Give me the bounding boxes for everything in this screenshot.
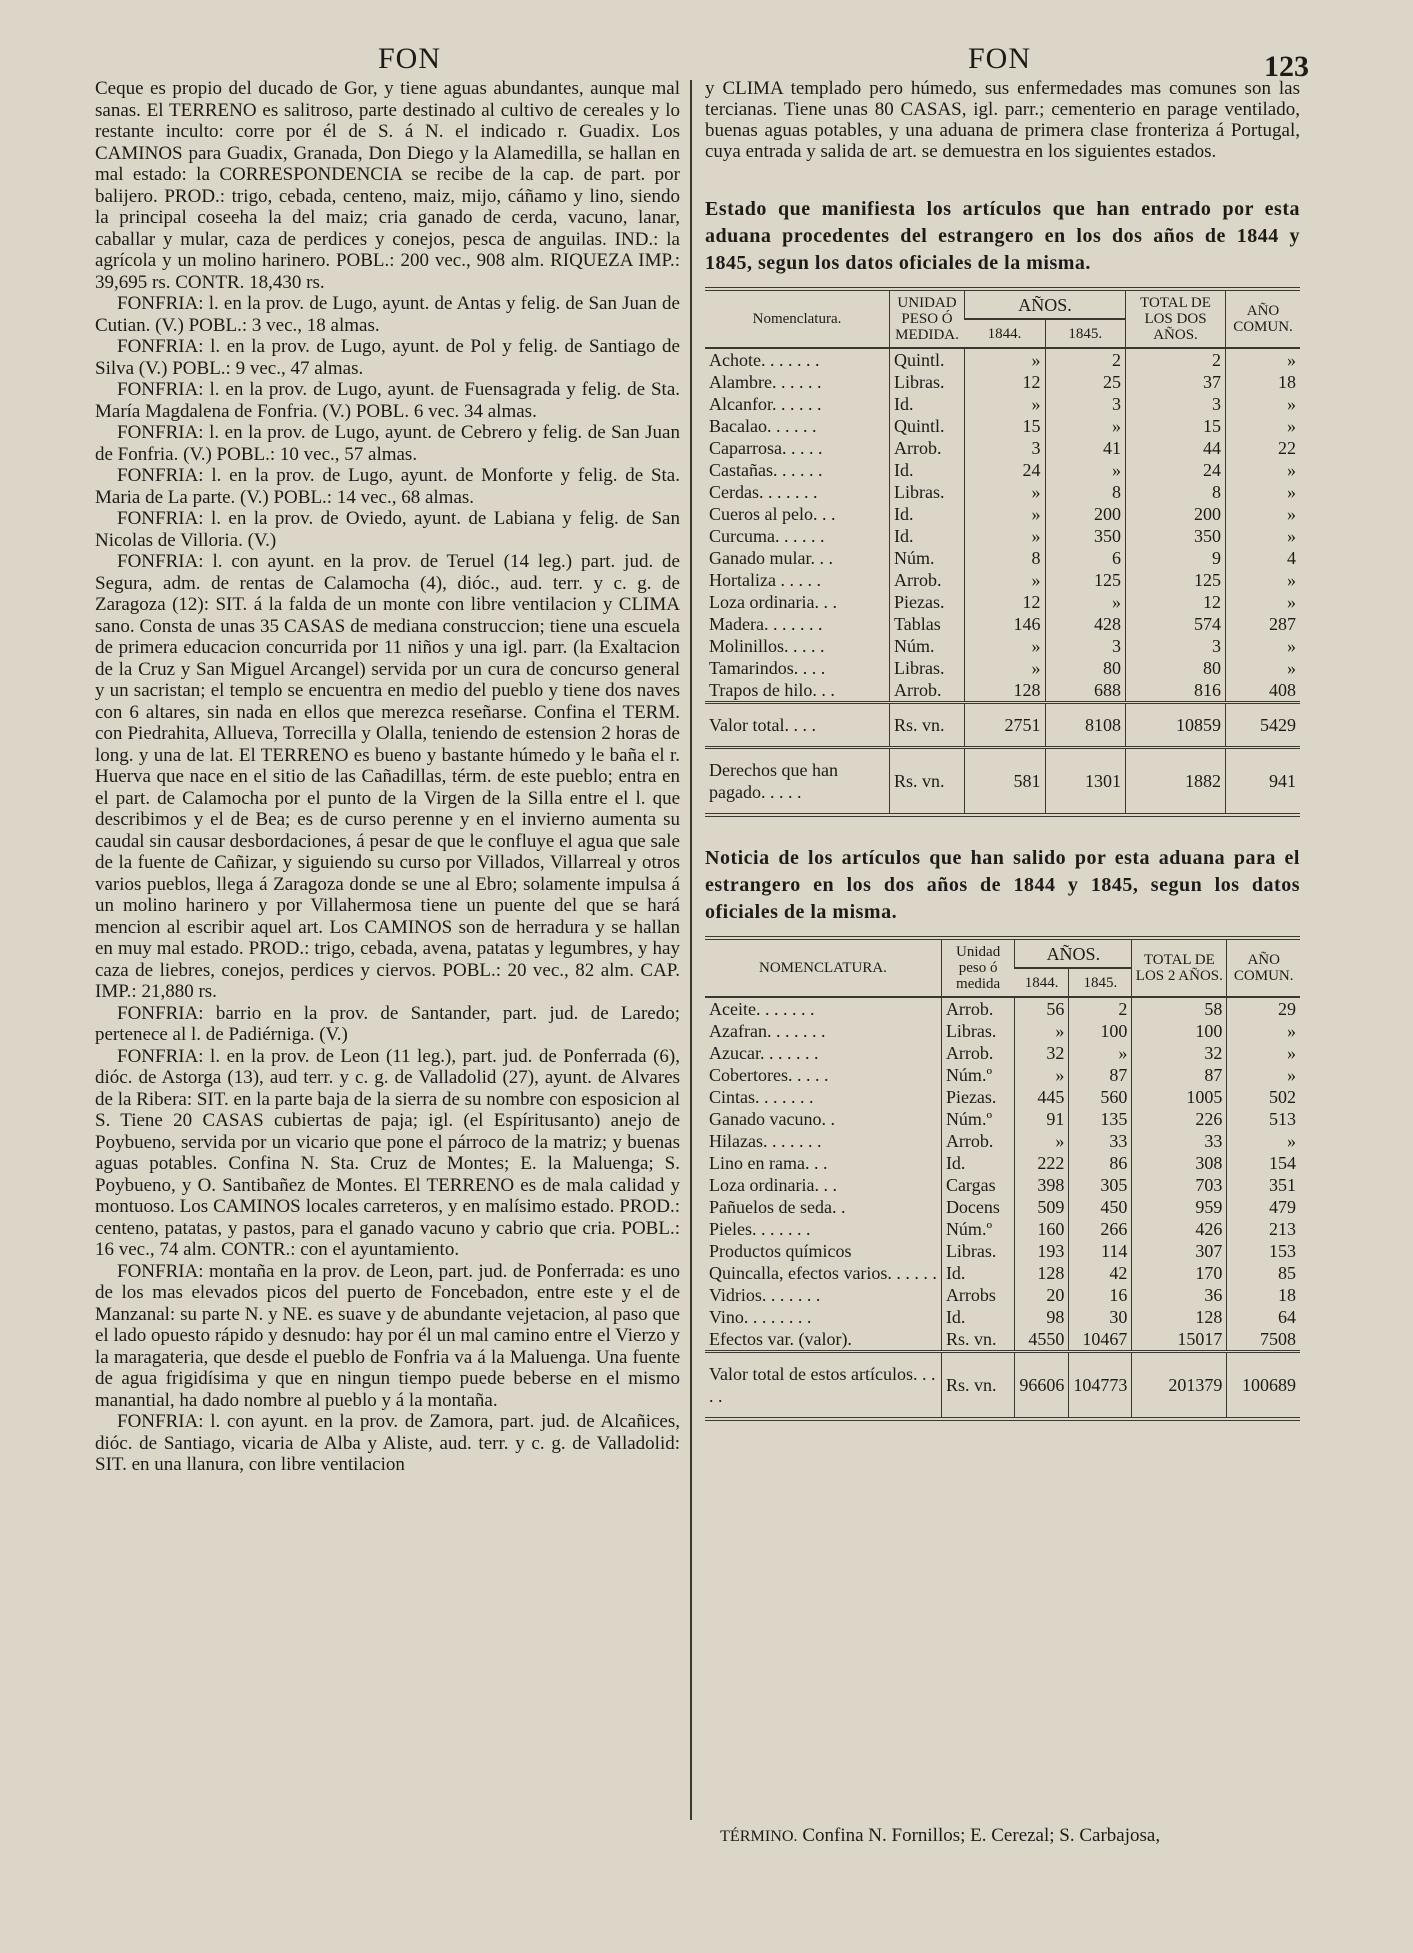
table-cell: 445	[1015, 1086, 1069, 1108]
table-cell: Arrobs	[941, 1284, 1014, 1306]
table-cell: 12	[1126, 591, 1226, 613]
table-cell: 44	[1126, 437, 1226, 459]
table-cell: 3	[1126, 393, 1226, 415]
table-row	[705, 348, 1300, 371]
table-cell: Id.	[890, 525, 965, 547]
table-cell: Rs. vn.	[890, 703, 965, 748]
entry-paragraph: FONFRIA: l. en la prov. de Leon (11 leg.), part. jud. de Ponferrada (6), dióc. de Astorga (13), aud terr. y c. g. de Valladolid (27), ayunt. de Alvares de la Ribera: SIT. en la parte baja de la sierra de su nombre con esposicion al S. Tiene 20 CASAS cubiertas de paja; igl. (el Espíritusanto) anejo de Poybueno, servida por un vicario que pone el párroco de la matriz; y buenas aguas potables. Confina N. Sta. Cruz de Montes; E. la Maluenga; S. Poybueno, y O. Santibañez de Montes. El TERRENO es de mala calidad y montuoso. Los CAMINOS locales carreteros, y en malísimo estado. PROD.: centeno, patatas, y pastos, para el ganado vacuno y cabrio que cria. POBL.: 16 vec., 74 alm. CONTR.: con el ayuntamiento.	[95, 1045, 680, 1260]
table-cell: 87	[1069, 1064, 1132, 1086]
table-cell: Arrob.	[890, 679, 965, 703]
table-cell: Trapos de hilo. . .	[709, 680, 835, 700]
table-cell: 42	[1069, 1262, 1132, 1284]
table-cell: Tamarindos. . . .	[709, 658, 826, 678]
table-cell: »	[1227, 1042, 1300, 1064]
table-cell: Azafran. . . . . . .	[709, 1021, 826, 1041]
table-cell: 91	[1015, 1108, 1069, 1130]
table-cell: »	[1069, 1042, 1132, 1064]
table-cell: »	[1226, 415, 1301, 437]
table-cell: Bacalao. . . . . .	[709, 416, 817, 436]
col-anos: AÑOS.	[1015, 938, 1132, 968]
table-row	[705, 437, 1300, 459]
table-cell: Arrob.	[941, 1042, 1014, 1064]
table-cell: 96606	[1015, 1352, 1069, 1420]
table-cell: Id.	[941, 1306, 1014, 1328]
table-cell: Docens	[941, 1196, 1014, 1218]
table-cell: 398	[1015, 1174, 1069, 1196]
table-row	[705, 1042, 1300, 1064]
entry-paragraph: FONFRIA: l. con ayunt. en la prov. de Zamora, part. jud. de Alcañices, dióc. de Santiago, vicaria de Alba y Aliste, aud. terr. y c. g. de Valladolid: SIT. en una llanura, con libre ventilacion	[95, 1411, 680, 1475]
table-cell: Id.	[941, 1152, 1014, 1174]
table-cell: Hortaliza . . . . .	[709, 570, 821, 590]
table-cell: 959	[1132, 1196, 1227, 1218]
entry-paragraph: FONFRIA: l. en la prov. de Lugo, ayunt. de Cebrero y felig. de San Juan de Fonfria. (V.) POBL.: 10 vec., 57 almas.	[95, 422, 680, 465]
table-cell: 33	[1069, 1130, 1132, 1152]
table-cell: 10467	[1069, 1328, 1132, 1352]
col-unidad: UNIDAD PESO Ó MEDIDA.	[890, 289, 965, 348]
table-row	[705, 1262, 1300, 1284]
table-cell: »	[1227, 1130, 1300, 1152]
table-cell: 287	[1226, 613, 1301, 635]
table-cell: 428	[1045, 613, 1126, 635]
table-row	[705, 1086, 1300, 1108]
table-row	[705, 591, 1300, 613]
table-cell: 22	[1226, 437, 1301, 459]
table-cell: 15017	[1132, 1328, 1227, 1352]
table-cell: 15	[965, 415, 1046, 437]
table-row	[705, 1108, 1300, 1130]
export-table-title: Noticia de los artículos que han salido por esta aduana para el estrangero en los dos años de 1844 y 1845, segun los datos oficiales de la misma.	[705, 847, 1300, 923]
table-row	[705, 525, 1300, 547]
table-row	[705, 1130, 1300, 1152]
table-cell: 308	[1132, 1152, 1227, 1174]
table-cell: 213	[1227, 1218, 1300, 1240]
table-cell: Loza ordinaria. . .	[709, 592, 837, 612]
table-cell: Lino en rama. . .	[709, 1153, 828, 1173]
table-cell: 703	[1132, 1174, 1227, 1196]
table-cell: 18	[1227, 1284, 1300, 1306]
total-row	[705, 1352, 1300, 1420]
table-cell: Piezas.	[890, 591, 965, 613]
table-cell: 10859	[1126, 703, 1226, 748]
table-cell: 574	[1126, 613, 1226, 635]
table-cell: 100	[1132, 1020, 1227, 1042]
table-cell: Libras.	[890, 657, 965, 679]
total-row	[705, 703, 1300, 748]
table-cell: Cerdas. . . . . . .	[709, 482, 818, 502]
table-cell: Núm.º	[941, 1064, 1014, 1086]
table-cell: 24	[965, 459, 1046, 481]
table-cell: »	[1015, 1020, 1069, 1042]
footer-text: Confina N. Fornillos; E. Cerezal; S. Carbajosa,	[802, 1825, 1161, 1846]
entry-paragraph: FONFRIA: montaña en la prov. de Leon, part. jud. de Ponferrada: es uno de los mas elevados picos del puerto de Foncebadon, entre este y el de Manzanal: su parte N. y NE. es suave y de abundante vejetacion, al paso que el lado opuesto rápido y desnudo: hay por él un mal camino entre el Vierzo y la maragateria, que desde el pueblo de Fonfria va á la Maluenga. Una fuente de agua frigidísima y que en ningun tiempo puede beberse en el mismo manantial, ha dado nombre al pueblo y á la montaña.	[95, 1260, 680, 1411]
table-cell: 816	[1126, 679, 1226, 703]
col-comun: AÑO COMUN.	[1227, 938, 1300, 997]
table-cell: 4	[1226, 547, 1301, 569]
col-1844: 1844.	[965, 319, 1046, 348]
table-cell: Pañuelos de seda. .	[709, 1197, 846, 1217]
table-cell: Achote. . . . . . .	[709, 350, 820, 370]
table-row	[705, 1020, 1300, 1042]
table-cell: »	[1227, 1064, 1300, 1086]
table-row	[705, 679, 1300, 703]
table-cell: »	[965, 503, 1046, 525]
table-cell: Quintl.	[890, 348, 965, 371]
table-cell: 6	[1045, 547, 1126, 569]
table-row	[705, 393, 1300, 415]
table-cell: 32	[1015, 1042, 1069, 1064]
table-cell: 29	[1227, 997, 1300, 1020]
table-cell: Hilazas. . . . . . .	[709, 1131, 822, 1151]
col-1845: 1845.	[1045, 319, 1126, 348]
table-cell: 351	[1227, 1174, 1300, 1196]
table-cell: Quincalla, efectos varios. . . . . .	[709, 1263, 937, 1283]
table-cell: 104773	[1069, 1352, 1132, 1420]
col-unidad: Unidad peso ó medida	[941, 938, 1014, 997]
table-cell: Valor total de estos artículos. . . . .	[705, 1352, 941, 1420]
table-cell: Curcuma. . . . . .	[709, 526, 825, 546]
table-cell: 15	[1126, 415, 1226, 437]
running-header-left: FON	[378, 42, 442, 75]
table-row	[705, 481, 1300, 503]
entry-paragraph: FONFRIA: l. en la prov. de Lugo, ayunt. de Monforte y felig. de Sta. Maria de La parte. (V.) POBL.: 14 vec., 68 almas.	[95, 465, 680, 508]
table-cell: »	[1226, 569, 1301, 591]
table-cell: 426	[1132, 1218, 1227, 1240]
table-cell: Arrob.	[941, 997, 1014, 1020]
table-cell: 18	[1226, 371, 1301, 393]
table-cell: »	[1045, 415, 1126, 437]
table-cell: 479	[1227, 1196, 1300, 1218]
table-cell: 64	[1227, 1306, 1300, 1328]
table-cell: 3	[1126, 635, 1226, 657]
footer-line	[720, 1825, 1160, 1847]
table-cell: Alcanfor. . . . . .	[709, 394, 822, 414]
table-cell: 114	[1069, 1240, 1132, 1262]
table-cell: 193	[1015, 1240, 1069, 1262]
table-cell: 350	[1045, 525, 1126, 547]
table-cell: »	[1226, 635, 1301, 657]
table-cell: 502	[1227, 1086, 1300, 1108]
table-cell: 350	[1126, 525, 1226, 547]
table-row	[705, 1284, 1300, 1306]
table-cell: 58	[1132, 997, 1227, 1020]
table-cell: 307	[1132, 1240, 1227, 1262]
table-cell: Quintl.	[890, 415, 965, 437]
table-cell: 153	[1227, 1240, 1300, 1262]
table-cell: Cargas	[941, 1174, 1014, 1196]
table-row	[705, 371, 1300, 393]
table-cell: »	[1227, 1020, 1300, 1042]
table-cell: »	[965, 393, 1046, 415]
table-row	[705, 459, 1300, 481]
table-cell: Id.	[941, 1262, 1014, 1284]
table-cell: »	[1226, 525, 1301, 547]
table-cell: Núm.	[890, 635, 965, 657]
table-cell: 20	[1015, 1284, 1069, 1306]
table-cell: 581	[965, 748, 1046, 816]
table-cell: Id.	[890, 393, 965, 415]
table-cell: Vino. . . . . . . .	[709, 1307, 812, 1327]
table-cell: Rs. vn.	[941, 1352, 1014, 1420]
table-cell: Id.	[890, 503, 965, 525]
table-cell: 8	[1045, 481, 1126, 503]
left-column	[95, 78, 680, 1476]
table-cell: 100689	[1227, 1352, 1300, 1420]
table-cell: Alambre. . . . . .	[709, 372, 822, 392]
table-cell: 128	[965, 679, 1046, 703]
table-row	[705, 1152, 1300, 1174]
table-cell: 1882	[1126, 748, 1226, 816]
table-cell: 12	[965, 371, 1046, 393]
export-table	[705, 936, 1300, 1421]
table-cell: 36	[1132, 1284, 1227, 1306]
table-cell: 135	[1069, 1108, 1132, 1130]
table-cell: 128	[1015, 1262, 1069, 1284]
table-cell: 3	[1045, 393, 1126, 415]
table-cell: 86	[1069, 1152, 1132, 1174]
table-cell: 2	[1126, 348, 1226, 371]
table-cell: »	[1045, 459, 1126, 481]
col-anos: AÑOS.	[965, 289, 1126, 319]
table-cell: Efectos var. (valor).	[709, 1329, 852, 1349]
table-cell: Derechos que han pagado. . . . .	[705, 748, 890, 816]
table-cell: 2	[1045, 348, 1126, 371]
table-cell: Pieles. . . . . . .	[709, 1219, 811, 1239]
table-row	[705, 1196, 1300, 1218]
table-cell: 32	[1132, 1042, 1227, 1064]
table-cell: 80	[1126, 657, 1226, 679]
table-cell: 170	[1132, 1262, 1227, 1284]
table-cell: 37	[1126, 371, 1226, 393]
table-cell: Ganado mular. . .	[709, 548, 833, 568]
table-cell: »	[1015, 1130, 1069, 1152]
table-cell: 305	[1069, 1174, 1132, 1196]
table-row	[705, 997, 1300, 1020]
table-cell: Cobertores. . . . .	[709, 1065, 829, 1085]
col-comun: AÑO COMUN.	[1226, 289, 1301, 348]
col-total: TOTAL DE LOS 2 AÑOS.	[1132, 938, 1227, 997]
table-row	[705, 1240, 1300, 1262]
table-cell: 226	[1132, 1108, 1227, 1130]
table-cell: 4550	[1015, 1328, 1069, 1352]
table-cell: Núm.º	[941, 1108, 1014, 1130]
table-cell: »	[965, 657, 1046, 679]
table-cell: 2	[1069, 997, 1132, 1020]
table-cell: »	[1226, 481, 1301, 503]
entry-paragraph: FONFRIA: barrio en la prov. de Santander, part. jud. de Laredo; pertenece al l. de Padiérniga. (V.)	[95, 1002, 680, 1045]
table-cell: Núm.º	[941, 1218, 1014, 1240]
table-cell: »	[1226, 393, 1301, 415]
entry-paragraph: FONFRIA: l. en la prov. de Lugo, ayunt. de Fuensagrada y felig. de Sta. María Magdalena de Fonfria. (V.) POBL. 6 vec. 34 almas.	[95, 379, 680, 422]
table-cell: 5429	[1226, 703, 1301, 748]
table-cell: 100	[1069, 1020, 1132, 1042]
table-cell: 200	[1045, 503, 1126, 525]
table-cell: Molinillos. . . . .	[709, 636, 825, 656]
entry-paragraph: FONFRIA: l. en la prov. de Lugo, ayunt. de Antas y felig. de San Juan de Cutian. (V.) POBL.: 3 vec., 18 almas.	[95, 293, 680, 336]
table-cell: »	[1226, 591, 1301, 613]
table-cell: 128	[1132, 1306, 1227, 1328]
table-cell: 201379	[1132, 1352, 1227, 1420]
table-cell: Libras.	[941, 1240, 1014, 1262]
table-cell: Tablas	[890, 613, 965, 635]
table-cell: 560	[1069, 1086, 1132, 1108]
table-row	[705, 1174, 1300, 1196]
table-cell: Id.	[890, 459, 965, 481]
entry-paragraph: FONFRIA: l. con ayunt. en la prov. de Teruel (14 leg.) part. jud. de Segura, adm. de rentas de Calamocha (4), dióc., aud. terr. y c. g. de Zaragoza (12): SIT. á la falda de un monte con libre ventilacion y CLIMA sano. Consta de unas 35 CASAS de mediana construccion; tiene una escuela de primera educacion concurrida por 11 niños y una igl. parr. (la Exaltacion de la Cruz y San Miguel Arcangel) servida por un cura de concurso general y un sacristan; el templo se encuentra en medio del pueblo y tiene dos naves con 6 altares, sin nada en ellos que merezca reseñarse. Confina el TERM. con Piedrahita, Allueva, Torrecilla y Olalla, teniendo de estension 2 horas de long. y una de lat. El TERRENO es bueno y bastante húmedo y le baña el r. Huerva que nace en el sitio de las Cañadillas, térm. de este pueblo; entra en el part. de Calamocha por el punto de la Virgen de la Silla entre el l. que describimos y el de Bea; es de curso perenne y en el invierno aumenta su caudal sin causar desbordaciones, á pesar de que le confluye el agua que sale de la fuente de Cañizar, y siguiendo su curso por Villados, Villarreal y otros varios pueblos, llega á Zaragoza donde se une al Ebro; solamente impulsa á un molino harinero y por Villahermosa tiene un puente del que se hará mencion al escribir aquel art. Los CAMINOS son de herradura y se hallan en muy mal estado. PROD.: trigo, cebada, avena, patatas y legumbres, y hay caza de liebres, conejos, perdices y ciervos. POBL.: 20 vec., 82 alm. CAP. IMP.: 21,880 rs.	[95, 551, 680, 1002]
col-total: TOTAL DE LOS DOS AÑOS.	[1126, 289, 1226, 348]
table-cell: 24	[1126, 459, 1226, 481]
table-cell: »	[965, 348, 1046, 371]
table-cell: 688	[1045, 679, 1126, 703]
table-cell: »	[1226, 503, 1301, 525]
table-row	[705, 1306, 1300, 1328]
table-cell: 8108	[1045, 703, 1126, 748]
intro-paragraph: y CLIMA templado pero húmedo, sus enfermedades mas comunes son las tercianas. Tiene unas 80 CASAS, igl. parr.; cementerio en parage ventilado, buenas aguas potables, y una aduana de primera clase fronteriza á Portugal, cuya entrada y salida de art. se demuestra en los siguientes estados.	[705, 78, 1300, 162]
table-cell: 8	[965, 547, 1046, 569]
table-cell: »	[1045, 591, 1126, 613]
col-nomenclatura: NOMENCLATURA.	[705, 938, 941, 997]
table-cell: Aceite. . . . . . .	[709, 999, 815, 1019]
table-cell: 513	[1227, 1108, 1300, 1130]
table-cell: Madera. . . . . . .	[709, 614, 823, 634]
table-cell: Rs. vn.	[890, 748, 965, 816]
table-cell: 1301	[1045, 748, 1126, 816]
table-cell: 266	[1069, 1218, 1132, 1240]
table-cell: 56	[1015, 997, 1069, 1020]
running-header-right: FON	[968, 42, 1032, 75]
table-cell: 1005	[1132, 1086, 1227, 1108]
table-cell: Rs. vn.	[941, 1328, 1014, 1352]
import-table-title: Estado que manifiesta los artículos que han entrado por esta aduana procedentes del estrangero en los dos años de 1844 y 1845, segun los datos oficiales de la misma.	[705, 198, 1300, 274]
table-cell: Azucar. . . . . . .	[709, 1043, 819, 1063]
table-cell: 87	[1132, 1064, 1227, 1086]
page-number: 123	[1264, 50, 1309, 83]
table-cell: 85	[1227, 1262, 1300, 1284]
duties-row	[705, 748, 1300, 816]
table-row	[705, 613, 1300, 635]
table-cell: 2751	[965, 703, 1046, 748]
right-column	[705, 78, 1300, 1421]
table-cell: Loza ordinaria. . .	[709, 1175, 837, 1195]
entry-paragraph: FONFRIA: l. en la prov. de Lugo, ayunt. de Pol y felig. de Santiago de Silva (V.) POBL.: 9 vec., 47 almas.	[95, 336, 680, 379]
table-cell: 12	[965, 591, 1046, 613]
table-cell: Ganado vacuno. .	[709, 1109, 835, 1129]
table-cell: 160	[1015, 1218, 1069, 1240]
table-cell: Arrob.	[890, 569, 965, 591]
column-divider	[690, 80, 692, 1820]
table-cell: 125	[1045, 569, 1126, 591]
table-cell: »	[965, 481, 1046, 503]
table-cell: »	[965, 525, 1046, 547]
table-cell: 3	[1045, 635, 1126, 657]
table-cell: Arrob.	[890, 437, 965, 459]
entry-paragraph: FONFRIA: l. en la prov. de Oviedo, ayunt. de Labiana y felig. de San Nicolas de Villoria. (V.)	[95, 508, 680, 551]
table-row	[705, 547, 1300, 569]
table-row	[705, 1218, 1300, 1240]
table-cell: Libras.	[890, 481, 965, 503]
table-cell: Castañas. . . . . .	[709, 460, 823, 480]
table-cell: »	[965, 635, 1046, 657]
table-cell: 509	[1015, 1196, 1069, 1218]
table-cell: Caparrosa. . . . .	[709, 438, 823, 458]
table-cell: 125	[1126, 569, 1226, 591]
table-cell: 98	[1015, 1306, 1069, 1328]
table-cell: 146	[965, 613, 1046, 635]
table-cell: Libras.	[941, 1020, 1014, 1042]
table-cell: 200	[1126, 503, 1226, 525]
table-cell: 9	[1126, 547, 1226, 569]
table-row	[705, 1328, 1300, 1352]
table-row	[705, 503, 1300, 525]
table-cell: 222	[1015, 1152, 1069, 1174]
table-row	[705, 635, 1300, 657]
entry-paragraph: Ceque es propio del ducado de Gor, y tiene aguas abundantes, aunque mal sanas. El TERRENO es salitroso, parte destinado al cultivo de cereales y lo restante inculto: corre por él de S. á N. el indicado r. Guadix. Los CAMINOS para Guadix, Granada, Don Diego y la Alamedilla, se hallan en mal estado: la CORRESPONDENCIA se recibe de la cap. de part. por balijero. PROD.: trigo, cebada, centeno, maiz, mijo, cáñamo y lino, siendo la principal coseeha la del maiz; cria ganado de cerda, vacuno, lanar, caballar y mular, caza de perdices y conejos, pesca de anguilas. IND.: la agrícola y un molino harinero. POBL.: 200 vec., 908 alm. RIQUEZA IMP.: 39,695 rs. CONTR. 18,430 rs.	[95, 78, 680, 293]
table-row	[705, 1064, 1300, 1086]
table-cell: Libras.	[890, 371, 965, 393]
table-cell: Cintas. . . . . . .	[709, 1087, 814, 1107]
table-cell: 3	[965, 437, 1046, 459]
table-cell: Valor total. . . .	[705, 703, 890, 748]
footer-label: TÉRMINO.	[720, 1828, 798, 1845]
table-cell: 41	[1045, 437, 1126, 459]
table-cell: 25	[1045, 371, 1126, 393]
table-cell: 30	[1069, 1306, 1132, 1328]
table-cell: »	[1226, 348, 1301, 371]
table-cell: »	[1226, 459, 1301, 481]
table-cell: Vidrios. . . . . . .	[709, 1285, 821, 1305]
table-cell: »	[1015, 1064, 1069, 1086]
table-row	[705, 569, 1300, 591]
table-cell: Productos químicos	[709, 1241, 852, 1261]
table-row	[705, 415, 1300, 437]
table-cell: 450	[1069, 1196, 1132, 1218]
col-1844: 1844.	[1015, 968, 1069, 997]
table-cell: 408	[1226, 679, 1301, 703]
table-cell: Cueros al pelo. . .	[709, 504, 836, 524]
table-cell: 941	[1226, 748, 1301, 816]
table-cell: »	[965, 569, 1046, 591]
table-cell: 8	[1126, 481, 1226, 503]
table-cell: 16	[1069, 1284, 1132, 1306]
table-cell: Piezas.	[941, 1086, 1014, 1108]
table-cell: 80	[1045, 657, 1126, 679]
table-cell: 154	[1227, 1152, 1300, 1174]
table-cell: Arrob.	[941, 1130, 1014, 1152]
table-cell: Núm.	[890, 547, 965, 569]
table-cell: 7508	[1227, 1328, 1300, 1352]
col-1845: 1845.	[1069, 968, 1132, 997]
import-table	[705, 287, 1300, 817]
table-cell: »	[1226, 657, 1301, 679]
table-cell: 33	[1132, 1130, 1227, 1152]
table-row	[705, 657, 1300, 679]
col-nomenclatura: Nomenclatura.	[705, 289, 890, 348]
